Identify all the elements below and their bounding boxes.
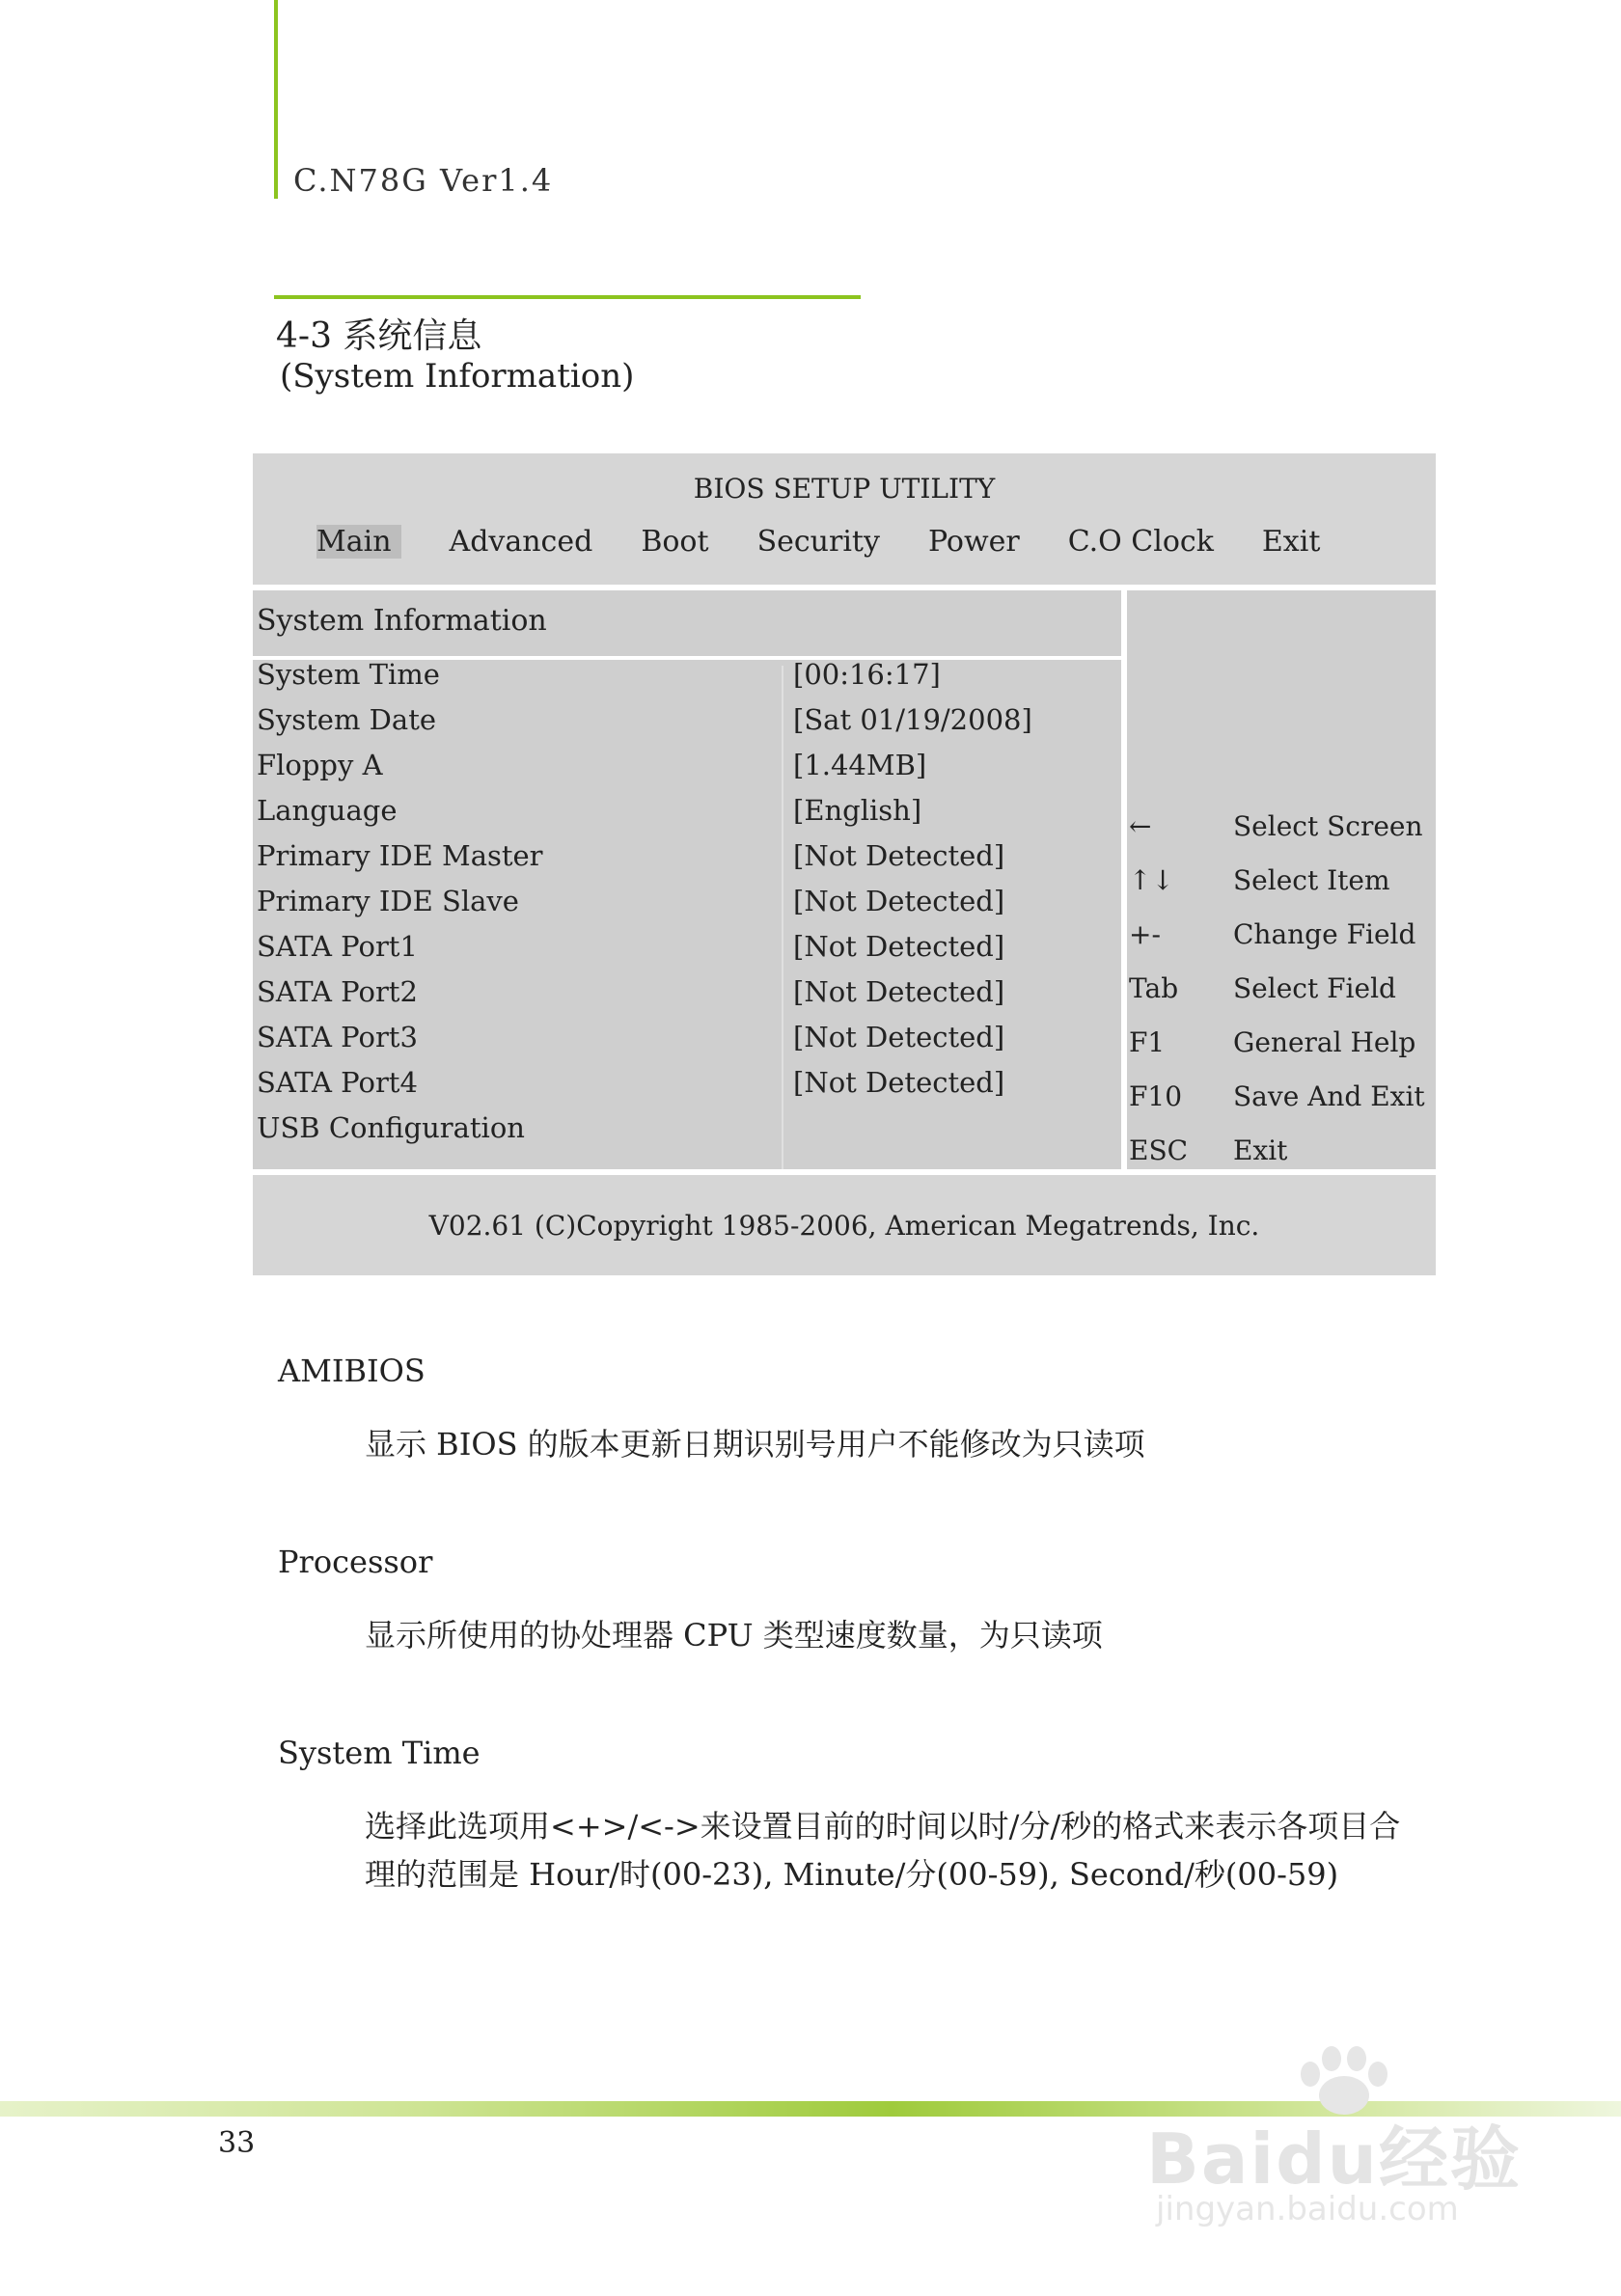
setting-label: Primary IDE Master [257,839,543,872]
help-select-field [1129,972,1436,1026]
key-help-panel [1129,810,1436,1189]
help-select-screen [1129,810,1436,864]
setting-value: [Not Detected] [793,1021,1005,1053]
panel-title: System Information [257,604,547,638]
help-desc: Select Field [1233,972,1396,1004]
item-title-amibios: AMIBIOS [278,1353,426,1389]
section-title: 4-3 系统信息 [276,316,482,356]
item-title-system-time: System Time [278,1735,481,1771]
header-accent-bar [274,0,278,199]
setting-label: Floppy A [257,749,383,781]
item-desc-amibios: 显示 BIOS 的版本更新日期识别号用户不能修改为只读项 [365,1426,1145,1462]
setting-label: SATA Port1 [257,930,418,963]
help-desc: Exit [1233,1134,1288,1166]
menu-power[interactable]: Power [927,525,1020,559]
setting-sata-port2[interactable] [257,975,1106,1021]
menu-exit[interactable]: Exit [1261,525,1321,559]
setting-label: SATA Port3 [257,1021,418,1053]
setting-label: Language [257,794,398,827]
watermark-url: jingyan.baidu.com [1156,2190,1459,2228]
help-desc: General Help [1233,1026,1416,1058]
setting-value: [Not Detected] [793,930,1005,963]
item-desc-processor: 显示所使用的协处理器 CPU 类型速度数量，为只读项 [365,1617,1103,1654]
setting-language[interactable] [257,794,1106,839]
setting-value: [Not Detected] [793,1066,1005,1099]
help-key: Tab [1129,972,1179,1004]
setting-label: System Time [257,658,440,691]
setting-primary-ide-master[interactable] [257,839,1106,885]
help-general-help [1129,1026,1436,1080]
help-key: ESC [1129,1134,1189,1166]
setting-value: [Not Detected] [793,885,1005,917]
help-desc: Select Item [1233,864,1390,896]
panel-divider [1121,590,1127,1169]
setting-label: Primary IDE Slave [257,885,519,917]
baidu-watermark [1146,2045,1532,2228]
help-save-exit [1129,1080,1436,1134]
setting-sata-port1[interactable] [257,930,1106,975]
setting-value[interactable]: [00:16:17] [793,658,941,691]
setting-label: USB Configuration [257,1111,525,1144]
bios-menu-bar [316,525,1368,559]
menu-security[interactable]: Security [756,525,880,559]
item-title-processor: Processor [278,1544,433,1580]
setting-label: System Date [257,703,437,736]
help-key: F1 [1129,1026,1166,1058]
setting-label: SATA Port2 [257,975,418,1008]
setting-value: [Not Detected] [793,839,1005,872]
menu-oc-clock[interactable]: C.O Clock [1067,525,1214,559]
bios-heading: BIOS SETUP UTILITY [693,473,996,505]
menu-advanced[interactable]: Advanced [449,525,593,559]
setting-label: SATA Port4 [257,1066,418,1099]
bios-screen [253,453,1436,1275]
help-key: F10 [1129,1080,1183,1112]
setting-system-date[interactable] [257,703,1106,749]
section-subtitle: (System Information) [280,357,635,396]
help-key: +- [1129,918,1161,950]
left-arrow-icon: ← [1129,810,1152,842]
setting-value: [Not Detected] [793,975,1005,1008]
page-number: 33 [218,2126,256,2160]
section-divider [274,295,861,299]
setting-system-time[interactable] [257,658,1106,703]
bios-header [253,453,1436,585]
menu-boot[interactable]: Boot [641,525,709,559]
setting-value[interactable]: [Sat 01/19/2008] [793,703,1032,736]
setting-sata-port3[interactable] [257,1021,1106,1066]
menu-main[interactable]: Main [316,525,401,559]
setting-primary-ide-slave[interactable] [257,885,1106,930]
setting-usb-configuration[interactable] [257,1111,1106,1157]
help-desc: Save And Exit [1233,1080,1425,1112]
manual-model-title: C.N78G Ver1.4 [293,162,554,199]
setting-floppy-a[interactable] [257,749,1106,794]
setting-value[interactable]: [1.44MB] [793,749,927,781]
copyright-text: V02.61 (C)Copyright 1985-2006, American Megatrends, Inc. [428,1210,1260,1242]
up-down-arrow-icon: ↑↓ [1129,864,1174,896]
item-desc-system-time: 选择此选项用<+>/<->来设置目前的时间以时/分/秒的格式来表示各项目合理的范围是 Hour/时(00-23), Minute/分(00-59), Second/秒(00-59) [365,1808,1401,1893]
setting-value[interactable]: [English] [793,794,922,827]
setting-sata-port4[interactable] [257,1066,1106,1111]
help-select-item [1129,864,1436,918]
settings-list [257,658,1106,1157]
watermark-logo: Baidu经验 [1146,2118,1522,2200]
bios-footer [253,1175,1436,1275]
help-desc: Change Field [1233,918,1416,950]
help-desc: Select Screen [1233,810,1423,842]
help-change-field [1129,918,1436,972]
